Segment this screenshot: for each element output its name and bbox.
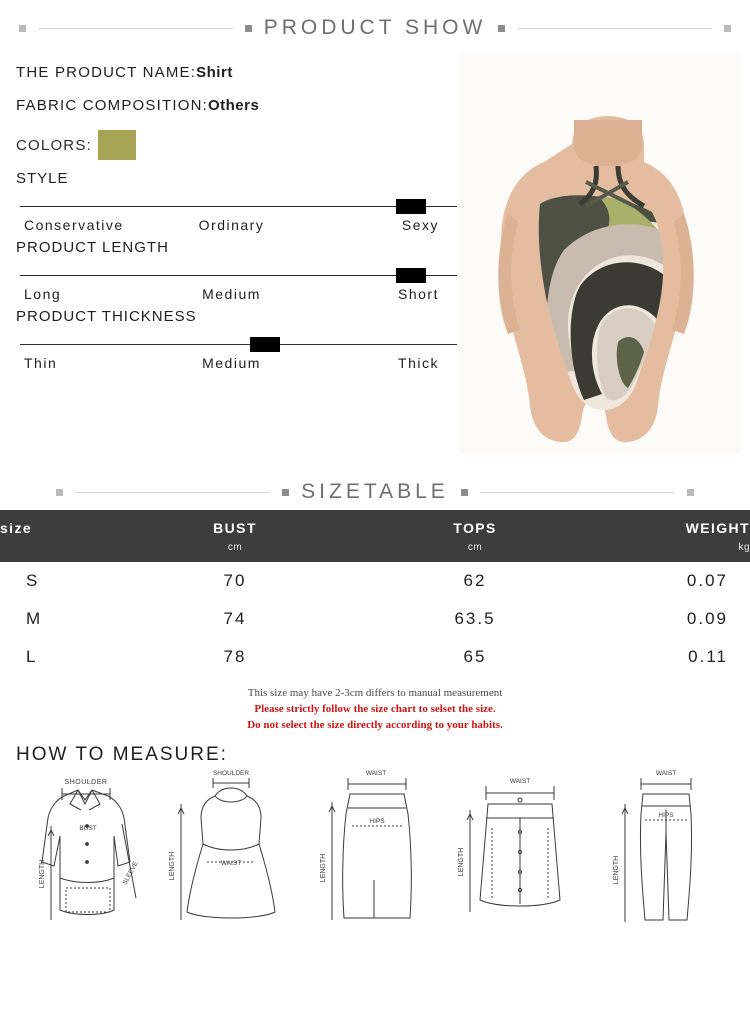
column-header-tops: TOPS <box>350 510 600 542</box>
thickness-meter-bar <box>20 335 457 353</box>
how-to-measure-diagrams <box>0 766 750 930</box>
product-info-section <box>0 64 750 464</box>
style-option-1: Ordinary <box>198 217 265 233</box>
how-to-measure-title: HOW TO MEASURE: <box>16 743 228 765</box>
colors-row <box>16 130 461 160</box>
cell-size: S <box>26 571 40 590</box>
sizetable-bullet-left <box>282 489 289 496</box>
size-note-line3: Do not select the size directly according to your habits. <box>247 718 503 731</box>
product-photo <box>460 54 740 454</box>
svg-text:SLEEVE: SLEEVE <box>121 860 140 886</box>
unit-weight: kg <box>600 542 750 562</box>
size-table-body <box>0 562 750 676</box>
header-bullet-left <box>245 25 252 32</box>
product-name-value: Shirt <box>196 64 233 81</box>
cell-size: L <box>26 647 38 666</box>
cell-tops: 63.5 <box>454 609 496 628</box>
unit-bust: cm <box>120 542 350 562</box>
style-meter-bar <box>20 197 457 215</box>
skirt-diagram <box>308 770 443 930</box>
length-meter-line <box>20 275 457 276</box>
style-option-2: Sexy <box>401 217 439 233</box>
unit-tops: cm <box>350 542 600 562</box>
product-show-header <box>0 16 750 40</box>
sizetable-decor-square-left <box>56 489 63 496</box>
svg-text:WAIST: WAIST <box>510 777 531 785</box>
svg-text:WAIST: WAIST <box>365 769 386 777</box>
svg-text:WAIST: WAIST <box>220 859 241 867</box>
cell-bust: 78 <box>223 647 247 666</box>
svg-text:LENGTH: LENGTH <box>319 853 327 883</box>
size-note <box>0 686 750 734</box>
length-option-0: Long <box>24 286 62 302</box>
thickness-meter <box>16 308 461 371</box>
cell-weight: 0.11 <box>688 647 728 666</box>
sizetable-header <box>0 480 750 504</box>
size-table-unit-row <box>0 542 750 562</box>
cell-weight: 0.07 <box>686 571 728 590</box>
fabric-composition-value: Others <box>207 97 260 114</box>
size-table-wrap <box>0 510 750 734</box>
svg-text:SHOULDER: SHOULDER <box>64 778 108 786</box>
thickness-option-2: Thick <box>398 355 439 371</box>
sizetable-title: SIZETABLE <box>301 480 449 503</box>
cell-tops: 62 <box>463 571 487 590</box>
size-table-header-row <box>0 510 750 542</box>
sizetable-decor-square-right <box>687 489 694 496</box>
thickness-meter-title: PRODUCT THICKNESS <box>16 308 197 325</box>
length-meter <box>16 239 461 302</box>
column-header-bust: BUST <box>120 510 350 542</box>
length-meter-marker <box>396 268 426 283</box>
size-table <box>0 510 750 676</box>
svg-text:SHOULDER: SHOULDER <box>212 769 249 777</box>
style-meter-labels <box>16 217 461 233</box>
size-note-line1: This size may have 2-3cm differs to manual measurement <box>247 687 503 699</box>
svg-text:LENGTH: LENGTH <box>39 859 46 889</box>
header-bullet-right <box>498 25 505 32</box>
column-header-size: size <box>0 510 120 542</box>
length-option-2: Short <box>398 286 439 302</box>
shirt-diagram <box>18 770 153 930</box>
svg-text:HIPS: HIPS <box>658 811 674 819</box>
sizetable-rule-left <box>75 492 270 493</box>
svg-text:LENGTH: LENGTH <box>168 851 176 881</box>
table-row <box>0 562 750 600</box>
fabric-composition-label: FABRIC COMPOSITION: <box>16 97 208 114</box>
product-name-row <box>16 64 461 81</box>
style-meter-line <box>20 206 457 207</box>
style-meter-title: STYLE <box>16 170 69 187</box>
sizetable-bullet-right <box>461 489 468 496</box>
dress-diagram <box>163 770 298 930</box>
style-meter-marker <box>396 199 426 214</box>
svg-text:HIPS: HIPS <box>368 817 385 825</box>
length-meter-bar <box>20 266 457 284</box>
svg-text:LENGTH: LENGTH <box>458 847 466 877</box>
cell-size: M <box>26 609 43 628</box>
thickness-meter-line <box>20 344 457 345</box>
cell-tops: 65 <box>463 647 487 666</box>
cell-bust: 74 <box>223 609 247 628</box>
length-meter-title: PRODUCT LENGTH <box>16 239 169 256</box>
table-row <box>0 600 750 638</box>
colors-label: COLORS: <box>16 136 92 154</box>
thickness-option-0: Thin <box>24 355 58 371</box>
column-header-weight: WEIGHT <box>600 510 750 542</box>
svg-text:LENGTH: LENGTH <box>613 855 620 885</box>
thickness-meter-marker <box>250 337 280 352</box>
svg-text:WAIST: WAIST <box>655 769 677 777</box>
length-option-1: Medium <box>202 286 261 302</box>
header-rule-left <box>38 28 233 29</box>
fabric-composition-row <box>16 97 461 114</box>
page-title: PRODUCT SHOW <box>263 16 487 39</box>
product-attributes <box>16 64 461 371</box>
table-row <box>0 638 750 676</box>
header-decor-square-left <box>19 25 26 32</box>
mini-skirt-diagram <box>452 770 587 930</box>
thickness-option-1: Medium <box>202 355 261 371</box>
color-swatch[interactable] <box>98 130 136 160</box>
header-rule-right <box>517 28 712 29</box>
header-decor-square-right <box>724 25 731 32</box>
style-option-0: Conservative <box>24 217 124 233</box>
size-table-head <box>0 510 750 562</box>
cell-bust: 70 <box>223 571 247 590</box>
cell-weight: 0.09 <box>686 609 728 628</box>
unit-size <box>0 542 120 562</box>
svg-text:BUST: BUST <box>79 824 97 832</box>
product-name-label: THE PRODUCT NAME: <box>16 64 197 81</box>
pants-diagram <box>597 770 732 930</box>
sizetable-rule-right <box>480 492 675 493</box>
size-note-line2: Please strictly follow the size chart to selset the size. <box>254 702 496 715</box>
style-meter <box>16 170 461 233</box>
length-meter-labels <box>16 286 461 302</box>
thickness-meter-labels <box>16 355 461 371</box>
